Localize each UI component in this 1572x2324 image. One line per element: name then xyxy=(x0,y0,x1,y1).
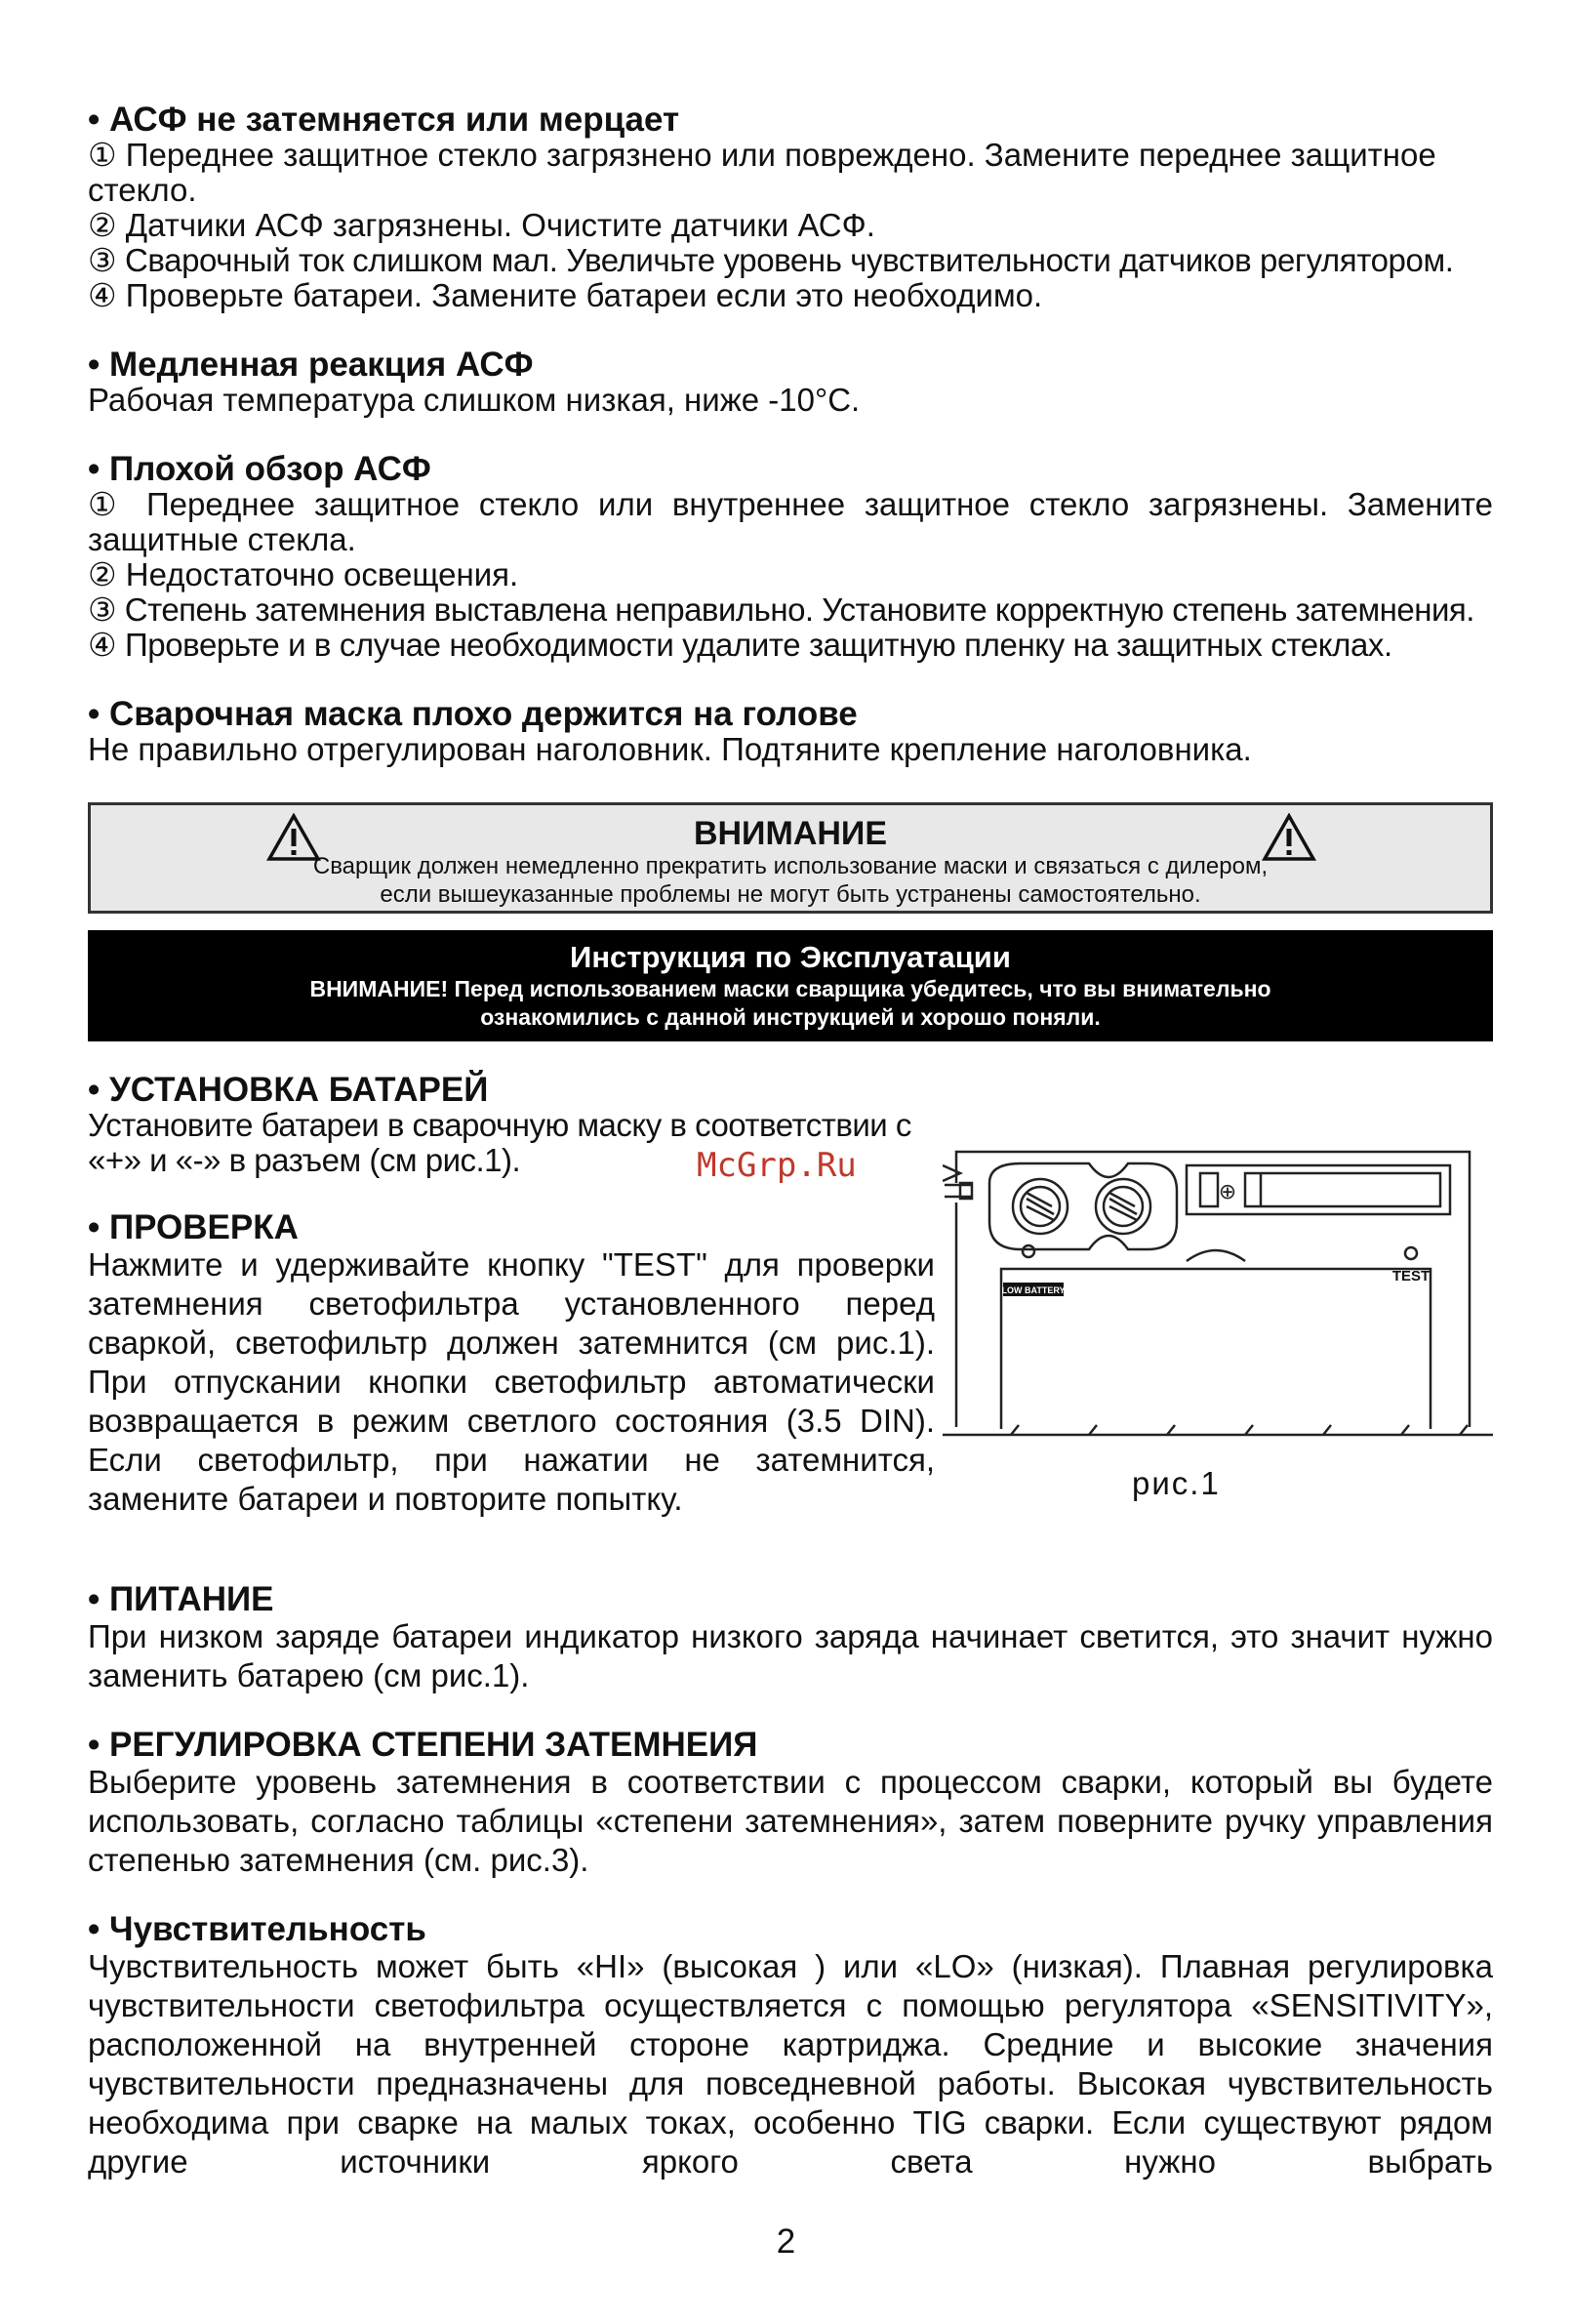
lower-sections xyxy=(88,1581,1493,2181)
section-heading: • Медленная реакция АСФ xyxy=(88,346,534,384)
section-mask-fit xyxy=(88,696,1493,767)
plus-sign: ⊕ xyxy=(1218,1180,1237,1204)
warning-text: Сварщик должен немедленно прекратить использование маски и связаться с дилером, xyxy=(312,853,1269,879)
section-text: Чувствительность может быть «HI» (высокая ) или «LO» (низкая). Плавная регулировка чувствительности светофильтра осуществляется с помощью регулятора «SENSITIVITY», расположенной на внутренней стороне картриджа. Средние и высокие значения чувствительности предназначены для повседневной работы. Высокая чувствительность необходима при сварке на малых токах, особенно TIG сварки. Если существуют рядом другие источники яркого света нужно выбрать xyxy=(88,1948,1493,2180)
section-line: ① Переднее защитное стекло загрязнено или повреждено. Замените переднее защитное стекло. xyxy=(88,137,1436,208)
section-heading: • Чувствительность xyxy=(88,1910,426,1948)
figure-caption: рис.1 xyxy=(1132,1465,1221,1501)
section-line: ② Недостаточно освещения. xyxy=(88,556,519,592)
section-line: ③ Сварочный ток слишком мал. Увеличьте уровень чувствительности датчиков регулятором. xyxy=(88,242,1454,278)
section-line: Не правильно отрегулирован наголовник. Подтяните крепление наголовника. xyxy=(88,731,1252,767)
instruction-text: ознакомились с данной инструкцией и хорошо поняли. xyxy=(480,1004,1101,1030)
section-line: ① Переднее защитное стекло или внутреннее защитное стекло загрязнены. Замените защитные стекла. xyxy=(88,486,1493,557)
page-number: 2 xyxy=(776,2222,796,2261)
section-no-darkening xyxy=(88,102,1493,313)
battery-check-block xyxy=(88,1072,935,1519)
warning-triangle-icon xyxy=(1262,813,1316,862)
section-line: ③ Степень затемнения выставлена неправильно. Установите корректную степень затемнения. xyxy=(88,591,1474,628)
section-sensitivity xyxy=(88,1911,1493,2181)
section-check xyxy=(88,1209,935,1519)
section-heading: • ПРОВЕРКА xyxy=(88,1208,299,1246)
section-text: При низком заряде батареи индикатор низкого заряда начинает светится, это значит нужно заменить батарею (см рис.1). xyxy=(88,1618,1493,1693)
section-line: Рабочая температура слишком низкая, ниже -10°С. xyxy=(88,382,861,418)
section-heading: • Сварочная маска плохо держится на голове xyxy=(88,695,858,733)
warning-title: ВНИМАНИЕ xyxy=(693,815,888,852)
section-heading: • РЕГУЛИРОВКА СТЕПЕНИ ЗАТЕМНЕИЯ xyxy=(88,1726,758,1764)
troubleshooting-block xyxy=(88,102,1493,767)
warning-box xyxy=(88,802,1493,914)
battery-compartment-figure xyxy=(943,1144,1493,1450)
section-text: Нажмите и удерживайте кнопку "TEST" для проверки затемнения светофильтра установленного перед сваркой, светофильтр должен затемнится (см рис.1). При отпускании кнопки светофильтр автоматически возвращается в режим светлого состояния (3.5 DIN). Если светофильтр, при нажатии не затемнится, замените батареи и повторите попытку. xyxy=(88,1246,935,1517)
section-heading: • АСФ не затемняется или мерцает xyxy=(88,101,680,139)
section-heading: • УСТАНОВКА БАТАРЕЙ xyxy=(88,1071,489,1109)
warning-triangle-icon xyxy=(266,813,321,862)
section-slow-reaction xyxy=(88,347,1493,418)
watermark-text: McGrp.Ru xyxy=(697,1146,857,1185)
section-heading: • ПИТАНИЕ xyxy=(88,1580,274,1618)
warning-text: если вышеуказанные проблемы не могут быть устранены самостоятельно. xyxy=(380,881,1201,908)
section-text: Установите батареи в сварочную маску в соответствии с «+» и «-» в разъем (см рис.1). xyxy=(88,1107,911,1178)
section-line: ② Датчики АСФ загрязнены. Очистите датчики АСФ. xyxy=(88,207,875,243)
test-label: TEST xyxy=(1391,1268,1431,1284)
section-power xyxy=(88,1581,1493,1695)
section-line: ④ Проверьте батареи. Замените батареи если это необходимо. xyxy=(88,277,1043,313)
section-text: Выберите уровень затемнения в соответствии с процессом сварки, который вы будете использовать, согласно таблицы «степени затемнения», затем поверните ручку управления степенью затемнения (см. рис.3). xyxy=(88,1764,1493,1878)
section-poor-view xyxy=(88,451,1493,663)
low-battery-label: LOW BATTERY xyxy=(1001,1285,1066,1295)
section-shade-adjust xyxy=(88,1727,1493,1880)
instruction-box xyxy=(88,930,1493,1041)
section-heading: • Плохой обзор АСФ xyxy=(88,450,431,488)
section-line: ④ Проверьте и в случае необходимости удалите защитную пленку на защитных стеклах. xyxy=(88,627,1392,663)
instruction-title: Инструкция по Эксплуатации xyxy=(570,940,1011,974)
instruction-text: ВНИМАНИЕ! Перед использованием маски сварщика убедитесь, что вы внимательно xyxy=(309,976,1271,1001)
